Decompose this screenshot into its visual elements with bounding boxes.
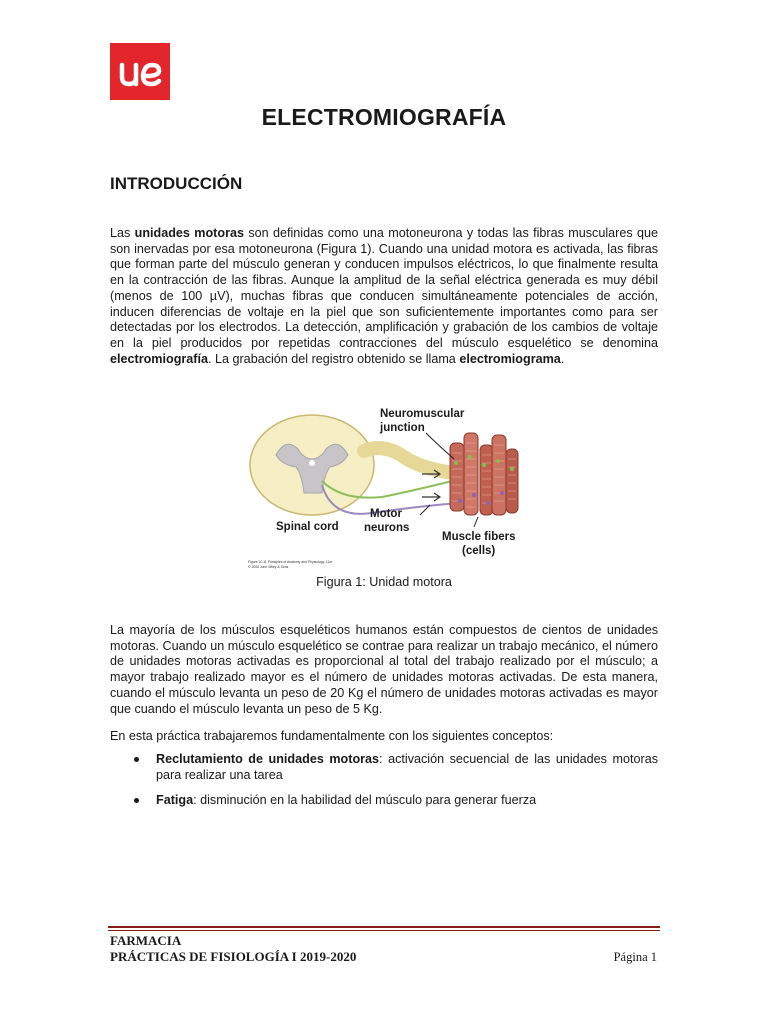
bullet-icon — [134, 798, 139, 803]
page-number: Página 1 — [613, 950, 657, 964]
label-neuromuscular-junction-2: junction — [380, 422, 425, 434]
label-motor: Motor — [370, 508, 402, 520]
motor-unit-figure — [246, 403, 536, 573]
section-heading: INTRODUCCIÓN — [110, 174, 243, 193]
bullet-icon — [134, 757, 139, 762]
intro-paragraph: Las unidades motoras son definidas como una motoneurona y todas las fibras musculares que son inervadas por esa motoneurona (Figura 1). Cuando una unidad motora es activada, las fibras que forman parte del músculo generan y conducen impulsos eléctricos, lo que finalmente resulta en la contracción de las fibras. Aunque la amplitud de la señal eléctrica generada es muy débil (menos de 100 µV), muchas fibras que conducen simultáneamente potenciales de acción, inducen diferencias de voltaje en la piel que son suficientemente importantes como para ser detectadas por los electrodos. La detección, amplificación y grabación de los cambios de voltaje en la piel producidos por repetidas contracciones del músculo esquelético se denomina electromiografía. La grabación del registro obtenido se llama electromiograma. — [110, 226, 658, 366]
footer-rule-thin — [108, 930, 660, 931]
footer-course: PRÁCTICAS DE FISIOLOGÍA I 2019-2020 — [110, 949, 357, 964]
list-item: Reclutamiento de unidades motoras: activación secuencial de las unidades motoras para realizar una tarea — [110, 752, 658, 783]
ue-logo-icon — [110, 43, 170, 100]
figure-caption: Figura 1: Unidad motora — [316, 575, 452, 589]
university-logo — [110, 43, 170, 100]
label-muscle-fibers: Muscle fibers — [442, 531, 516, 543]
list-item: Fatiga: disminución en la habilidad del músculo para generar fuerza — [110, 793, 658, 809]
concept-list — [110, 752, 658, 783]
body-paragraph: La mayoría de los músculos esqueléticos humanos están compuestos de cientos de unidades motoras. Cuando un músculo esquelético se contrae para realizar un trabajo mecánico, el número de unidades motoras activadas es proporcional al total del trabajo realizado por el músculo; a mayor trabajo realizado mayor es el número de unidades motoras activadas. De esta manera, cuando el músculo levanta un peso de 20 Kg el número de unidades motoras activadas es mayor que cuando el músculo levanta un peso de 5 Kg. — [110, 623, 658, 716]
label-motor-neurons: neurons — [364, 522, 410, 534]
footer-program: FARMACIA — [110, 933, 182, 948]
concept-list-2 — [110, 793, 658, 809]
footer-rule — [108, 926, 660, 928]
figure-credit-2: © 2006 John Wiley & Sons — [248, 565, 289, 569]
label-neuromuscular-junction: Neuromuscular — [380, 408, 465, 420]
label-cells: (cells) — [462, 545, 496, 557]
figure-credit: Figure 10.11 Principles of Anatomy and Physiology, 11/e — [248, 560, 333, 564]
label-spinal-cord: Spinal cord — [276, 521, 339, 533]
concepts-intro: En esta práctica trabajaremos fundamentalmente con los siguientes conceptos: — [110, 729, 554, 743]
page-title: ELECTROMIOGRAFÍA — [261, 104, 507, 130]
